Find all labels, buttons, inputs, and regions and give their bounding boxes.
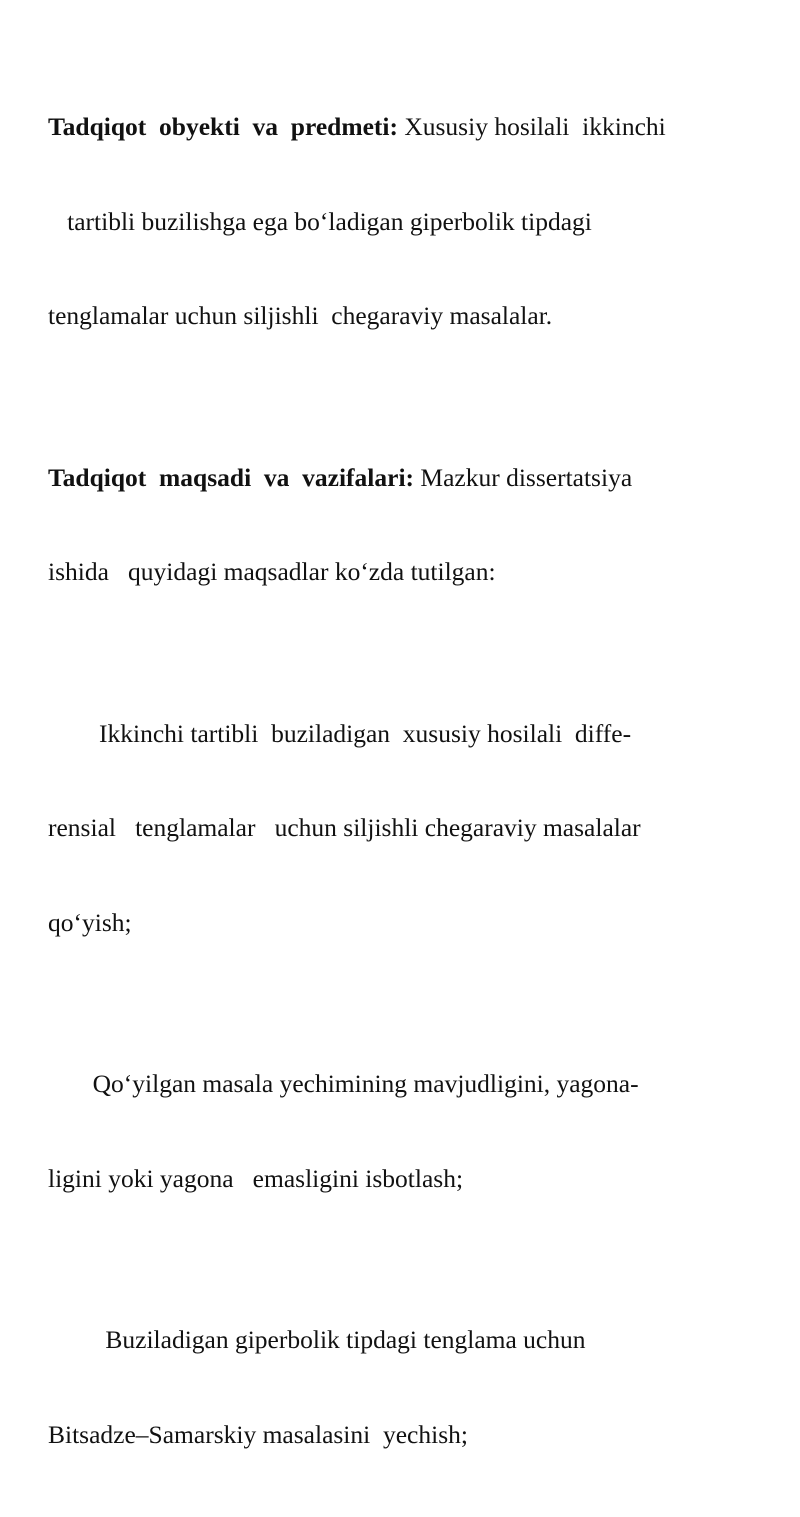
text-line: tartibli buzilishga ega bo‘ladigan giperbolik tipdagi [48, 206, 592, 236]
paragraph-goal-2 [48, 1005, 760, 1257]
text-line: rensial tenglamalar uchun siljishli chegaraviy masalalar [48, 813, 641, 842]
text-line: qo‘yish; [48, 907, 132, 937]
paragraph-goal-1 [48, 655, 760, 1002]
text-line: ishida quyidagi maqsadlar ko‘zda tutilgan: [48, 557, 496, 586]
paragraph-research-goals [48, 399, 760, 651]
text-line: Qo‘yilgan masala yechimining mavjudligini, yagona- [48, 1069, 639, 1098]
text-line: tenglamalar uchun siljishli chegaraviy masalalar. [48, 301, 553, 330]
text-line: Bitsadze–Samarskiy masalasini yechish; [48, 1419, 468, 1449]
line-text: Mazkur dissertatsiya [414, 462, 633, 492]
text-line: Buziladigan giperbolik tipdagi tenglama uchun [48, 1325, 586, 1354]
text-line [48, 111, 760, 143]
document-body [48, 48, 760, 1517]
paragraph-goal-3 [48, 1261, 760, 1513]
text-line: ligini yoki yagona emasligini isbotlash; [48, 1163, 464, 1193]
text-line: Ikkinchi tartibli buziladigan xususiy hosilali diffe- [48, 718, 632, 748]
text-line [48, 462, 760, 494]
heading-research-goals: Tadqiqot maqsadi va vazifalari: [48, 462, 415, 492]
heading-research-object: Tadqiqot obyekti va predmeti: [48, 112, 398, 141]
line-text: Xususiy hosilali ikkinchi [397, 112, 666, 141]
paragraph-research-object [48, 48, 760, 395]
